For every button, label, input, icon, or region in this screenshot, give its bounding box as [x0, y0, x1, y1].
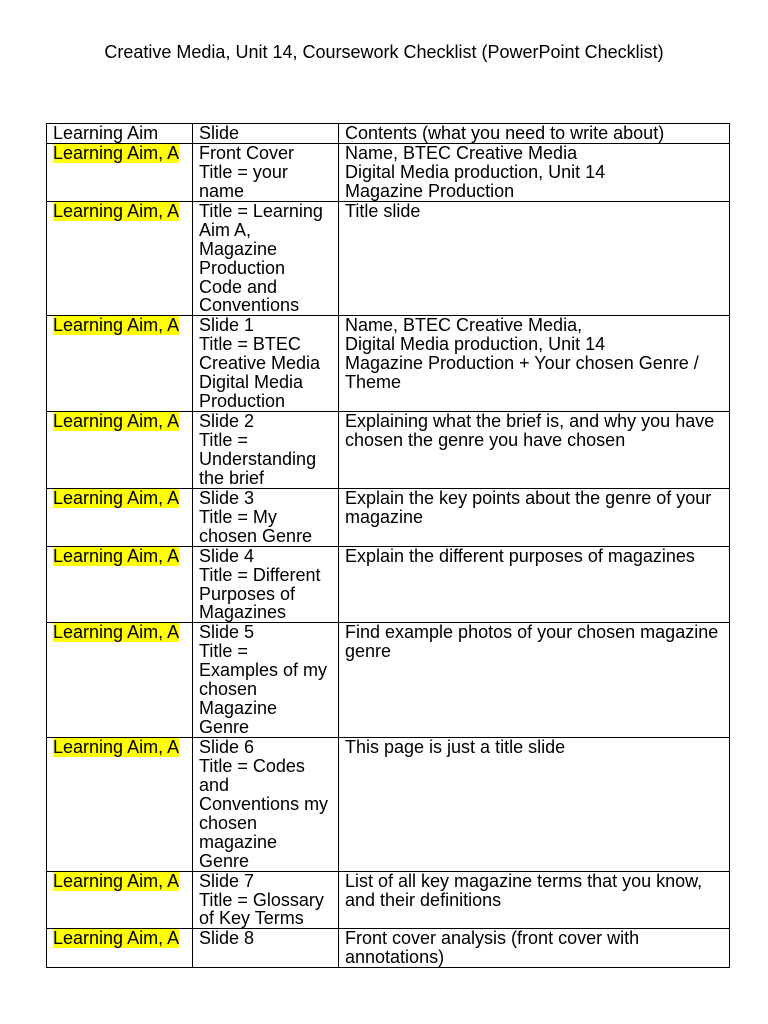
slide-line: Production — [199, 257, 286, 278]
contents-line: Explain the key points about the genre of your — [345, 488, 712, 508]
learning-aim-highlight: Learning Aim, A — [53, 928, 180, 949]
contents-cell — [339, 929, 730, 968]
slide-line: Examples of my — [199, 660, 328, 681]
slide-cell — [193, 546, 339, 623]
contents-line: chosen the genre you have chosen — [345, 430, 626, 450]
contents-line: Digital Media production, Unit 14 — [345, 161, 606, 182]
header-cell-learning-aim — [47, 124, 193, 144]
learning-aim-cell — [47, 143, 193, 201]
contents-line: magazine — [345, 506, 424, 527]
slide-line: Understanding — [199, 448, 317, 469]
table-row — [47, 143, 730, 201]
slide-line: Slide 8 — [199, 928, 255, 949]
slide-cell — [193, 929, 339, 968]
table-row — [47, 201, 730, 316]
checklist-table — [46, 123, 730, 968]
slide-line: Creative Media — [199, 353, 321, 374]
learning-aim-cell — [47, 623, 193, 738]
table-header-row — [47, 124, 730, 144]
contents-line: Explain the different purposes of magazines — [345, 546, 695, 566]
learning-aim-highlight: Learning Aim, A — [53, 201, 180, 221]
contents-line: Magazine Production — [345, 180, 515, 201]
slide-line: Slide 7 — [199, 871, 255, 891]
contents-cell — [339, 871, 730, 929]
slide-cell — [193, 316, 339, 412]
learning-aim-line — [53, 202, 186, 221]
learning-aim-line — [53, 738, 186, 757]
table-row — [47, 316, 730, 412]
contents-cell — [339, 143, 730, 201]
slide-line: and — [199, 774, 230, 795]
learning-aim-highlight: Learning Aim, A — [53, 871, 180, 891]
slide-line: Slide 5 — [199, 622, 255, 643]
learning-aim-cell — [47, 738, 193, 872]
contents-line: Name, BTEC Creative Media — [345, 143, 578, 163]
learning-aim-cell — [47, 488, 193, 546]
slide-line: Genre — [199, 850, 250, 871]
contents-line: genre — [345, 641, 392, 662]
slide-line: Title = Glossary — [199, 889, 324, 910]
contents-line: Digital Media production, Unit 14 — [345, 334, 606, 355]
slide-cell — [193, 871, 339, 929]
slide-line: Slide 6 — [199, 737, 255, 757]
learning-aim-line — [53, 412, 186, 431]
learning-aim-highlight: Learning Aim, A — [53, 315, 180, 336]
contents-line: annotations) — [345, 947, 445, 968]
slide-line: Production — [199, 391, 286, 412]
slide-cell — [193, 738, 339, 872]
slide-line: Code and — [199, 276, 278, 297]
slide-line: of Key Terms — [199, 908, 304, 929]
slide-line: Title = BTEC — [199, 334, 301, 355]
slide-line: Slide 3 — [199, 488, 255, 508]
contents-cell — [339, 488, 730, 546]
learning-aim-highlight: Learning Aim, A — [53, 546, 180, 566]
slide-cell — [193, 488, 339, 546]
slide-line: Title = your — [199, 161, 288, 182]
slide-line: Slide 1 — [199, 315, 255, 336]
checklist-header — [47, 124, 730, 144]
learning-aim-highlight: Learning Aim, A — [53, 143, 180, 163]
slide-line: the brief — [199, 467, 265, 488]
contents-line: Front cover analysis (front cover with — [345, 928, 640, 949]
slide-line: Conventions my — [199, 793, 329, 814]
slide-line: Magazine — [199, 238, 278, 259]
learning-aim-highlight: Learning Aim, A — [53, 622, 180, 643]
table-row — [47, 738, 730, 872]
table-row — [47, 412, 730, 489]
contents-line: Explaining what the brief is, and why you have — [345, 411, 715, 432]
slide-line: Digital Media — [199, 372, 304, 393]
learning-aim-line — [53, 929, 186, 948]
header-label-learning-aim: Learning Aim — [53, 123, 159, 143]
learning-aim-line — [53, 872, 186, 891]
header-cell-contents — [339, 124, 730, 144]
slide-line: Slide 2 — [199, 411, 255, 432]
contents-cell — [339, 412, 730, 489]
slide-line: Aim A, — [199, 219, 252, 240]
contents-line: Name, BTEC Creative Media, — [345, 315, 583, 336]
contents-line: List of all key magazine terms that you know, — [345, 871, 703, 891]
contents-cell — [339, 316, 730, 412]
slide-line: Title = Different — [199, 564, 321, 585]
slide-line: Title = — [199, 430, 248, 450]
header-label-contents: Contents (what you need to write about) — [345, 123, 665, 143]
learning-aim-cell — [47, 201, 193, 316]
slide-line: Magazines — [199, 602, 287, 623]
slide-line: Title = Learning — [199, 201, 323, 221]
header-label-slide: Slide — [199, 123, 240, 143]
learning-aim-line — [53, 316, 186, 335]
learning-aim-cell — [47, 546, 193, 623]
slide-line: Title = Codes — [199, 755, 305, 776]
contents-cell — [339, 546, 730, 623]
learning-aim-highlight: Learning Aim, A — [53, 737, 180, 757]
learning-aim-line — [53, 489, 186, 508]
page-title: Creative Media, Unit 14, Coursework Checklist (PowerPoint Checklist) — [104, 42, 664, 62]
slide-line: Genre — [199, 717, 250, 738]
slide-cell — [193, 623, 339, 738]
slide-line: Title = — [199, 641, 248, 662]
contents-line: Theme — [345, 372, 402, 393]
slide-line: Front Cover — [199, 143, 295, 163]
slide-line: Magazine — [199, 698, 278, 719]
learning-aim-line — [53, 623, 186, 642]
table-row — [47, 488, 730, 546]
header-cell-slide — [193, 124, 339, 144]
slide-line: Title = My — [199, 506, 277, 527]
contents-line: Magazine Production + Your chosen Genre / — [345, 353, 699, 374]
table-row — [47, 623, 730, 738]
slide-line: Conventions — [199, 295, 300, 316]
table-row — [47, 871, 730, 929]
slide-line: chosen — [199, 679, 258, 700]
learning-aim-highlight: Learning Aim, A — [53, 488, 180, 508]
contents-cell — [339, 201, 730, 316]
table-row — [47, 929, 730, 968]
slide-cell — [193, 412, 339, 489]
contents-line: Find example photos of your chosen magazine — [345, 622, 719, 643]
contents-cell — [339, 623, 730, 738]
learning-aim-cell — [47, 316, 193, 412]
slide-cell — [193, 143, 339, 201]
slide-line: Purposes of — [199, 583, 296, 604]
checklist-body — [47, 143, 730, 967]
slide-line: chosen — [199, 812, 258, 833]
slide-line: magazine — [199, 831, 278, 852]
slide-line: chosen Genre — [199, 525, 313, 546]
contents-cell — [339, 738, 730, 872]
learning-aim-line — [53, 547, 186, 566]
learning-aim-highlight: Learning Aim, A — [53, 411, 180, 432]
learning-aim-cell — [47, 871, 193, 929]
learning-aim-line — [53, 144, 186, 163]
contents-line: Title slide — [345, 201, 421, 221]
contents-line: and their definitions — [345, 889, 502, 910]
table-row — [47, 546, 730, 623]
slide-cell — [193, 201, 339, 316]
slide-line: name — [199, 180, 245, 201]
contents-line: This page is just a title slide — [345, 737, 566, 757]
learning-aim-cell — [47, 412, 193, 489]
learning-aim-cell — [47, 929, 193, 968]
slide-line: Slide 4 — [199, 546, 255, 566]
